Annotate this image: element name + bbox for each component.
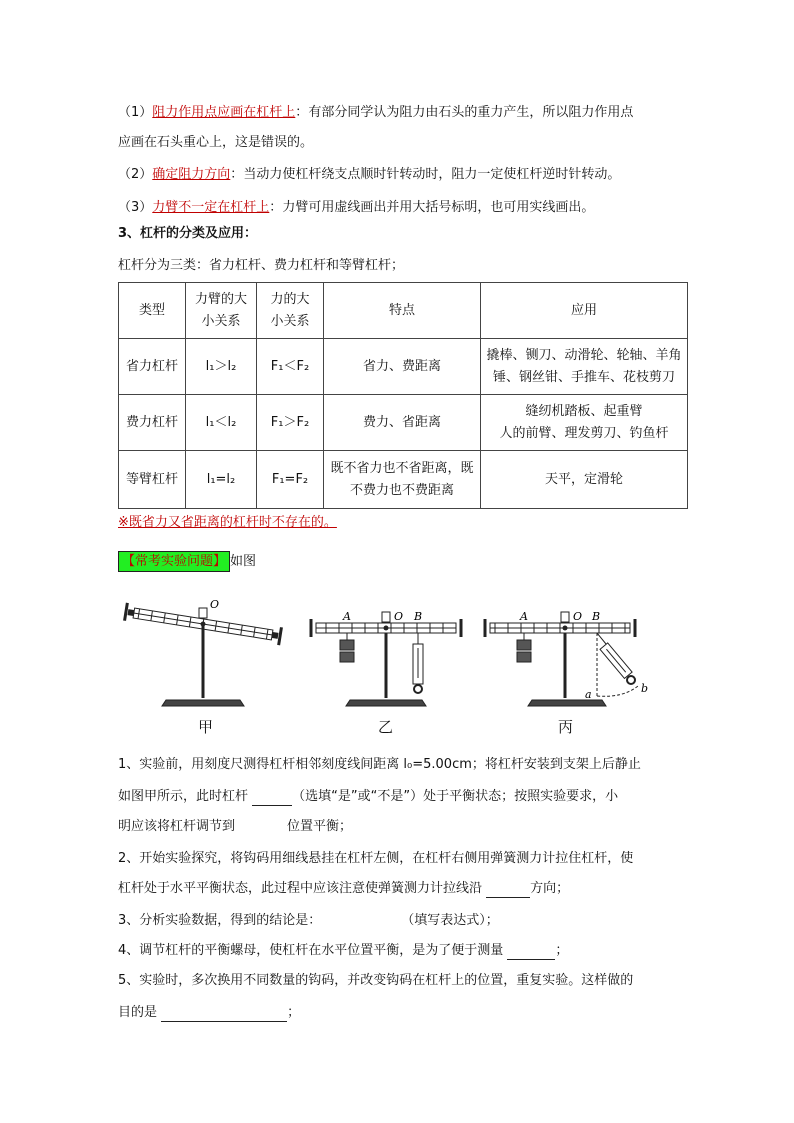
- header-type: 类型: [119, 283, 186, 339]
- experiment-heading: [118, 553, 256, 571]
- separator: ：: [295, 105, 309, 120]
- question-1-text-c: 明应该将杠杆调节到: [118, 819, 236, 834]
- cell-arm: l₁＞l₂: [186, 339, 257, 395]
- label-a: A: [343, 610, 351, 623]
- point-3-text: 力臂可用虚线画出并用大括号标明，也可用实线画出。: [282, 200, 595, 215]
- usage-line1: 缝纫机踏板、起重臂: [525, 403, 643, 419]
- cell-feature: 费力、省距离: [324, 395, 481, 451]
- question-3-text-a: 3、分析实验数据，得到的结论是：: [118, 913, 322, 928]
- question-4-text-a: 4、调节杠杆的平衡螺母，使杠杆在水平位置平衡，是为了便于测量: [118, 943, 508, 958]
- label-b-lower: b: [641, 682, 649, 695]
- label-o: O: [573, 610, 583, 623]
- point-1-title: 阻力作用点应画在杠杆上: [152, 105, 296, 120]
- question-2-text-b: 方向；: [530, 881, 570, 896]
- question-1-line3: [118, 818, 352, 836]
- point-2: [118, 166, 620, 184]
- question-2-line1: 2、开始实验探究，将钩码用细线悬挂在杠杆左侧，在杠杆右侧用弹簧测力计拉住杠杆，使: [118, 851, 634, 866]
- cell-usage: 天平，定滑轮: [481, 451, 688, 509]
- figure-jia: [125, 598, 282, 706]
- question-4: [118, 942, 568, 960]
- label-o: O: [394, 610, 404, 623]
- cell-force: F₁＞F₂: [257, 395, 324, 451]
- cell-type: 费力杠杆: [119, 395, 186, 451]
- usage-line2: 人的前臂、理发剪刀、钓鱼杆: [499, 425, 669, 441]
- caption-yi: 乙: [378, 718, 394, 736]
- figure-bing: [485, 610, 648, 706]
- section-3-title: 3、杠杆的分类及应用：: [118, 226, 258, 241]
- section-3-intro: 杠杆分为三类：省力杠杆、费力杠杆和等臂杠杆；: [118, 258, 405, 273]
- question-3-text-b: （填写表达式）；: [401, 913, 499, 928]
- table-row: [119, 451, 688, 509]
- question-1-text-d: 位置平衡；: [287, 819, 353, 834]
- cell-arm: l₁=l₂: [186, 451, 257, 509]
- label-b: B: [414, 610, 423, 623]
- cell-type: 省力杠杆: [119, 339, 186, 395]
- usage-line1: 撬棒、铡刀、动滑轮、轮轴、羊角: [486, 347, 682, 363]
- question-1-text-b: （选填“是”或“不是”）处于平衡状态；按照实验要求，小: [292, 789, 619, 804]
- feature-line2: 不费力也不费距离: [349, 482, 454, 498]
- caption-jia: 甲: [198, 718, 214, 736]
- figure-yi: [311, 610, 461, 706]
- question-2-line2: [118, 880, 569, 898]
- question-3: [118, 912, 499, 930]
- question-1-line1: 1、实验前，用刻度尺测得杠杆相邻刻度线间距离 l₀=5.00cm；将杠杆安装到支架上后静止: [118, 757, 641, 772]
- cell-feature: [324, 451, 481, 509]
- point-3-title: 力臂不一定在杠杆上: [152, 200, 270, 215]
- question-1-line2: [118, 788, 618, 806]
- header-force-line2: 小关系: [270, 313, 310, 329]
- point-3-number: （3）: [118, 200, 153, 215]
- lever-figures: [118, 588, 658, 718]
- answer-blank-5[interactable]: [161, 1007, 287, 1022]
- question-4-text-b: ；: [555, 943, 569, 958]
- point-1-number: （1）: [118, 105, 153, 120]
- separator: ：: [230, 167, 244, 182]
- label-b: B: [592, 610, 601, 623]
- label-a-lower: a: [585, 688, 592, 701]
- header-arm: [186, 283, 257, 339]
- question-1-text-a: 如图甲所示，此时杠杆: [118, 789, 253, 804]
- experiment-tag: 【常考实验问题】: [118, 551, 230, 572]
- tilted-spring-scale: [600, 643, 632, 679]
- header-usage: 应用: [481, 283, 688, 339]
- header-feature: 特点: [324, 283, 481, 339]
- point-1-cont: 应画在石头重心上，这是错误的。: [118, 135, 314, 150]
- point-1-text: 有部分同学认为阻力由石头的重力产生，所以阻力作用点: [308, 105, 634, 120]
- note: ※既省力又省距离的杠杆时不存在的。: [118, 515, 337, 530]
- table-row: [119, 395, 688, 451]
- point-2-text: 当动力使杠杆绕支点顺时针转动时，阻力一定使杠杆逆时针转动。: [243, 167, 621, 182]
- feature-line1: 既不省力也不省距离，既: [330, 460, 474, 476]
- point-2-number: （2）: [118, 167, 153, 182]
- answer-blank-1a[interactable]: [252, 791, 292, 806]
- header-force-line1: 力的大: [270, 291, 310, 307]
- label-o: O: [210, 598, 220, 611]
- header-force: [257, 283, 324, 339]
- header-arm-line1: 力臂的大: [194, 291, 247, 307]
- cell-usage: [481, 395, 688, 451]
- cell-force: F₁＜F₂: [257, 339, 324, 395]
- table-row: [119, 339, 688, 395]
- cell-usage: [481, 339, 688, 395]
- lever-table: [118, 282, 688, 509]
- question-5-text-a: 目的是: [118, 1005, 162, 1020]
- cell-feature: 省力、费距离: [324, 339, 481, 395]
- cell-force: F₁=F₂: [257, 451, 324, 509]
- answer-blank-2[interactable]: [486, 883, 530, 898]
- caption-bing: 丙: [558, 718, 574, 736]
- cell-arm: l₁＜l₂: [186, 395, 257, 451]
- point-2-title: 确定阻力方向: [152, 167, 231, 182]
- table-header-row: [119, 283, 688, 339]
- experiment-suffix: 如图: [230, 554, 257, 569]
- question-5-line1: 5、实验时，多次换用不同数量的钩码，并改变钩码在杠杆上的位置，重复实验。这样做的: [118, 973, 634, 988]
- cell-type: 等臂杠杆: [119, 451, 186, 509]
- point-1: [118, 104, 633, 122]
- separator: ：: [269, 200, 283, 215]
- question-2-text-a: 杠杆处于水平平衡状态，此过程中应该注意使弹簧测力计拉线沿: [118, 881, 487, 896]
- usage-line2: 锤、钢丝钳、手推车、花枝剪刀: [492, 369, 675, 385]
- answer-blank-4[interactable]: [507, 945, 555, 960]
- point-3: [118, 199, 594, 217]
- label-a: A: [520, 610, 528, 623]
- header-arm-line2: 小关系: [201, 313, 241, 329]
- question-5-text-b: ；: [287, 1005, 301, 1020]
- question-5-line2: [118, 1004, 300, 1022]
